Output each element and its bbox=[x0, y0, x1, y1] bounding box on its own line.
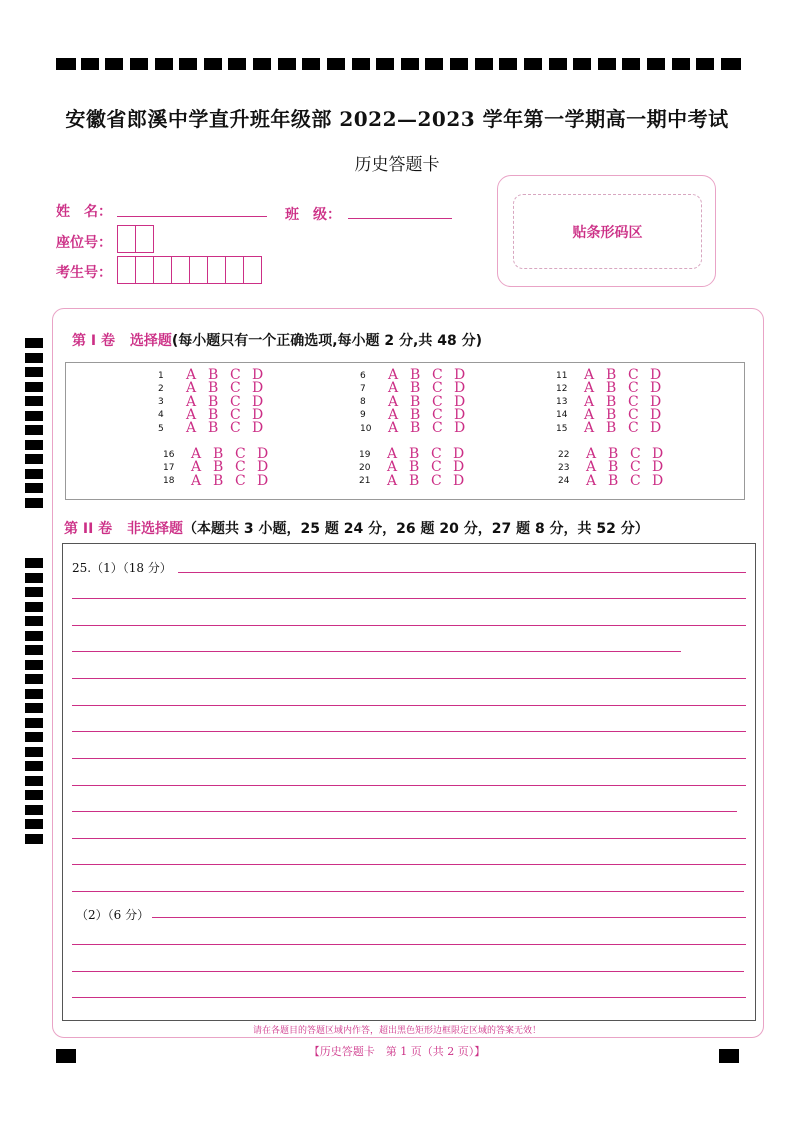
option-bubble[interactable]: C bbox=[628, 406, 639, 423]
question-number: 19 bbox=[359, 449, 371, 460]
timing-mark bbox=[155, 58, 173, 70]
option-bubble[interactable]: A bbox=[387, 446, 398, 462]
option-bubble[interactable]: C bbox=[431, 446, 442, 462]
answer-line[interactable] bbox=[178, 572, 746, 573]
option-bubble[interactable]: A bbox=[388, 393, 399, 410]
question-number: 17 bbox=[163, 462, 175, 473]
timing-mark bbox=[25, 834, 43, 844]
answer-line[interactable] bbox=[152, 917, 746, 918]
option-bubble[interactable]: B bbox=[409, 459, 420, 476]
timing-mark bbox=[450, 58, 468, 70]
option-bubble[interactable]: A bbox=[387, 459, 398, 476]
option-bubble[interactable]: B bbox=[606, 406, 617, 423]
option-bubble[interactable]: A bbox=[186, 367, 197, 383]
option-bubble[interactable]: C bbox=[628, 393, 639, 410]
option-bubble[interactable]: B bbox=[608, 446, 619, 462]
timing-mark bbox=[204, 58, 222, 70]
exam-number-boxes[interactable] bbox=[118, 256, 262, 284]
bottom-right-mark bbox=[719, 1049, 739, 1063]
option-bubble[interactable]: A bbox=[191, 459, 202, 476]
timing-mark bbox=[25, 718, 43, 728]
option-bubble[interactable]: D bbox=[257, 446, 269, 462]
section1-desc: (每小题只有一个正确选项,每小题 2 分,共 48 分) bbox=[171, 333, 482, 349]
question-number: 24 bbox=[558, 476, 570, 487]
question-number: 9 bbox=[360, 410, 366, 421]
option-bubble[interactable]: B bbox=[410, 406, 421, 423]
answer-line[interactable] bbox=[72, 997, 746, 998]
answer-sheet-title: 历史答题卡 bbox=[354, 155, 440, 175]
option-bubble[interactable]: D bbox=[257, 459, 269, 476]
option-bubble[interactable]: B bbox=[213, 472, 224, 489]
option-bubble[interactable]: C bbox=[230, 380, 241, 397]
timing-mark bbox=[352, 58, 370, 70]
option-bubble[interactable]: C bbox=[432, 406, 443, 423]
question-row bbox=[158, 422, 274, 435]
timing-mark bbox=[253, 58, 271, 70]
option-bubble[interactable]: D bbox=[650, 367, 662, 383]
option-bubble[interactable]: A bbox=[584, 393, 595, 410]
timing-mark bbox=[25, 805, 43, 815]
timing-mark bbox=[25, 747, 43, 757]
option-bubble[interactable]: A bbox=[586, 459, 597, 476]
option-bubble[interactable]: D bbox=[454, 406, 466, 423]
answer-line[interactable] bbox=[72, 785, 746, 786]
timing-mark bbox=[25, 396, 43, 406]
answer-line[interactable] bbox=[72, 838, 746, 839]
question-number: 10 bbox=[360, 423, 372, 434]
question-row bbox=[556, 422, 672, 435]
answer-line[interactable] bbox=[72, 971, 744, 972]
barcode-sticker-zone bbox=[513, 194, 702, 269]
question-number: 5 bbox=[158, 423, 164, 434]
option-bubble[interactable]: A bbox=[584, 367, 595, 383]
option-bubble[interactable]: D bbox=[252, 393, 264, 410]
timing-mark bbox=[25, 367, 43, 377]
answer-line[interactable] bbox=[72, 705, 746, 706]
timing-mark bbox=[721, 58, 741, 70]
option-bubble[interactable]: A bbox=[388, 420, 399, 437]
timing-mark bbox=[25, 674, 43, 684]
timing-mark bbox=[25, 732, 43, 742]
question-number: 7 bbox=[360, 383, 366, 394]
option-bubble[interactable]: C bbox=[235, 446, 246, 462]
timing-mark bbox=[25, 616, 43, 626]
option-bubble[interactable]: D bbox=[453, 446, 465, 462]
option-bubble[interactable]: C bbox=[630, 446, 641, 462]
timing-mark bbox=[425, 58, 443, 70]
answer-line[interactable] bbox=[72, 598, 746, 599]
option-bubble[interactable]: D bbox=[252, 420, 264, 437]
page-footer: 【历史答题卡 第 1 页（共 2 页）】 bbox=[308, 1045, 486, 1058]
timing-mark bbox=[524, 58, 542, 70]
answer-line[interactable] bbox=[72, 651, 681, 652]
timing-mark bbox=[81, 58, 99, 70]
timing-mark bbox=[25, 469, 43, 479]
option-bubble[interactable]: C bbox=[432, 367, 443, 383]
timing-mark bbox=[25, 776, 43, 786]
answer-line[interactable] bbox=[72, 731, 746, 732]
question-number: 18 bbox=[163, 476, 175, 487]
name-label: 姓 名： bbox=[56, 204, 112, 220]
timing-mark bbox=[376, 58, 394, 70]
name-field[interactable] bbox=[117, 216, 267, 217]
option-bubble[interactable]: A bbox=[584, 380, 595, 397]
timing-mark bbox=[549, 58, 567, 70]
timing-mark bbox=[25, 819, 43, 829]
section2-name: 非选择题 bbox=[127, 521, 184, 537]
option-bubble[interactable]: D bbox=[252, 406, 264, 423]
option-bubble[interactable]: B bbox=[608, 472, 619, 489]
timing-mark bbox=[647, 58, 665, 70]
option-bubble[interactable]: D bbox=[453, 472, 465, 489]
timing-mark bbox=[499, 58, 517, 70]
option-bubble[interactable]: B bbox=[409, 472, 420, 489]
option-bubble[interactable]: A bbox=[586, 446, 597, 462]
answer-box-q25[interactable] bbox=[62, 543, 756, 1021]
question-number: 6 bbox=[360, 370, 366, 381]
barcode-label: 贴条形码区 bbox=[572, 224, 643, 241]
section1-header bbox=[72, 330, 482, 350]
option-bubble[interactable]: A bbox=[191, 472, 202, 489]
option-bubble[interactable]: B bbox=[208, 380, 219, 397]
timing-mark bbox=[25, 353, 43, 363]
answer-line[interactable] bbox=[72, 758, 746, 759]
option-bubble[interactable]: C bbox=[630, 459, 641, 476]
section2-desc: （本题共 3 小题，25 题 24 分，26 题 20 分，27 题 8 分，共 52 分） bbox=[183, 521, 649, 537]
option-bubble[interactable]: A bbox=[586, 472, 597, 489]
option-bubble[interactable]: B bbox=[208, 367, 219, 383]
question-number: 14 bbox=[556, 410, 568, 421]
timing-mark bbox=[179, 58, 197, 70]
option-bubble[interactable]: A bbox=[186, 406, 197, 423]
option-bubble[interactable]: B bbox=[213, 459, 224, 476]
question-number: 13 bbox=[556, 397, 568, 408]
timing-mark bbox=[25, 338, 43, 348]
q25-part1-label: 25.（1）（18 分） bbox=[72, 561, 172, 575]
timing-mark bbox=[25, 631, 43, 641]
timing-mark bbox=[302, 58, 320, 70]
option-bubble[interactable]: D bbox=[454, 367, 466, 383]
answer-line[interactable] bbox=[72, 678, 746, 679]
option-bubble[interactable]: D bbox=[650, 420, 662, 437]
option-bubble[interactable]: D bbox=[650, 380, 662, 397]
class-label: 班 级： bbox=[285, 207, 341, 223]
option-bubble[interactable]: D bbox=[454, 380, 466, 397]
option-bubble[interactable]: B bbox=[208, 393, 219, 410]
option-bubble[interactable]: D bbox=[650, 406, 662, 423]
timing-mark bbox=[56, 58, 76, 70]
question-row bbox=[360, 422, 476, 435]
option-bubble[interactable]: A bbox=[186, 420, 197, 437]
timing-mark bbox=[25, 454, 43, 464]
option-bubble[interactable]: D bbox=[652, 446, 664, 462]
option-bubble[interactable]: C bbox=[431, 459, 442, 476]
timing-mark bbox=[25, 425, 43, 435]
option-bubble[interactable]: C bbox=[230, 406, 241, 423]
option-bubble[interactable]: D bbox=[650, 393, 662, 410]
option-bubble[interactable]: D bbox=[453, 459, 465, 476]
timing-mark bbox=[25, 761, 43, 771]
option-bubble[interactable]: B bbox=[606, 420, 617, 437]
option-bubble[interactable]: D bbox=[454, 393, 466, 410]
option-bubble[interactable]: D bbox=[257, 472, 269, 489]
timing-mark bbox=[598, 58, 616, 70]
timing-mark bbox=[25, 587, 43, 597]
option-bubble[interactable]: A bbox=[584, 406, 595, 423]
class-field[interactable] bbox=[348, 218, 452, 219]
timing-mark bbox=[25, 790, 43, 800]
timing-mark bbox=[25, 703, 43, 713]
timing-mark bbox=[25, 602, 43, 612]
question-number: 4 bbox=[158, 410, 164, 421]
answer-line[interactable] bbox=[72, 625, 746, 626]
question-number: 20 bbox=[359, 462, 371, 473]
answer-line[interactable] bbox=[72, 864, 746, 865]
option-bubble[interactable]: C bbox=[235, 472, 246, 489]
question-number: 2 bbox=[158, 383, 164, 394]
option-bubble[interactable]: C bbox=[230, 393, 241, 410]
timing-mark bbox=[105, 58, 123, 70]
answer-line[interactable] bbox=[72, 811, 737, 812]
question-row bbox=[359, 472, 475, 489]
option-bubble[interactable]: B bbox=[409, 446, 420, 462]
option-bubble[interactable]: C bbox=[628, 380, 639, 397]
option-bubble[interactable]: C bbox=[230, 420, 241, 437]
option-bubble[interactable]: B bbox=[410, 367, 421, 383]
question-number: 1 bbox=[158, 370, 164, 381]
option-bubble[interactable]: B bbox=[606, 367, 617, 383]
option-bubble[interactable]: C bbox=[628, 367, 639, 383]
question-number: 3 bbox=[158, 397, 164, 408]
timing-mark bbox=[278, 58, 296, 70]
option-bubble[interactable]: B bbox=[208, 420, 219, 437]
section1-name: 选择题 bbox=[129, 333, 172, 349]
option-bubble[interactable]: A bbox=[186, 380, 197, 397]
section2-header bbox=[64, 518, 649, 538]
option-bubble[interactable]: C bbox=[628, 420, 639, 437]
option-bubble[interactable]: C bbox=[432, 393, 443, 410]
timing-mark bbox=[475, 58, 493, 70]
option-bubble[interactable]: D bbox=[252, 367, 264, 383]
question-row bbox=[163, 472, 279, 489]
option-bubble[interactable]: A bbox=[186, 393, 197, 410]
question-number: 16 bbox=[163, 449, 175, 460]
exam-number-label: 考生号： bbox=[56, 265, 112, 281]
timing-mark bbox=[25, 411, 43, 421]
option-bubble[interactable]: B bbox=[410, 380, 421, 397]
option-bubble[interactable]: D bbox=[652, 472, 664, 489]
question-number: 21 bbox=[359, 476, 371, 487]
question-number: 23 bbox=[558, 462, 570, 473]
option-bubble[interactable]: C bbox=[432, 380, 443, 397]
timing-mark bbox=[25, 573, 43, 583]
option-bubble[interactable]: A bbox=[388, 367, 399, 383]
timing-mark bbox=[25, 498, 43, 508]
section1-number: 第 I 卷 bbox=[72, 333, 115, 349]
option-bubble[interactable]: A bbox=[191, 446, 202, 462]
option-bubble[interactable]: A bbox=[388, 380, 399, 397]
timing-mark bbox=[25, 440, 43, 450]
timing-mark bbox=[696, 58, 714, 70]
q25-part2-label: （2）（6 分） bbox=[76, 908, 150, 922]
bottom-left-mark bbox=[56, 1049, 76, 1063]
timing-mark bbox=[228, 58, 246, 70]
question-number: 22 bbox=[558, 449, 570, 460]
question-number: 8 bbox=[360, 397, 366, 408]
option-bubble[interactable]: D bbox=[252, 380, 264, 397]
timing-mark bbox=[622, 58, 640, 70]
answer-line[interactable] bbox=[72, 944, 746, 945]
option-bubble[interactable]: B bbox=[213, 446, 224, 462]
timing-mark bbox=[573, 58, 591, 70]
option-bubble[interactable]: A bbox=[584, 420, 595, 437]
question-number: 15 bbox=[556, 423, 568, 434]
timing-mark bbox=[25, 645, 43, 655]
option-bubble[interactable]: A bbox=[388, 406, 399, 423]
question-row bbox=[558, 472, 674, 489]
option-bubble[interactable]: B bbox=[208, 406, 219, 423]
seat-label: 座位号： bbox=[56, 235, 112, 251]
option-bubble[interactable]: A bbox=[387, 472, 398, 489]
notice-text: 请在各题目的答题区域内作答，超出黑色矩形边框限定区域的答案无效！ bbox=[252, 1026, 541, 1036]
exam-title: 安徽省郎溪中学直升班年级部 2022—2023 学年第一学期高一期中考试 bbox=[65, 107, 729, 131]
question-number: 11 bbox=[556, 370, 568, 381]
option-bubble[interactable]: C bbox=[432, 420, 443, 437]
timing-mark bbox=[327, 58, 345, 70]
section2-number: 第 II 卷 bbox=[64, 521, 113, 537]
option-bubble[interactable]: B bbox=[410, 393, 421, 410]
timing-mark bbox=[25, 382, 43, 392]
option-bubble[interactable]: C bbox=[230, 367, 241, 383]
timing-mark bbox=[25, 558, 43, 568]
timing-mark bbox=[25, 483, 43, 493]
question-number: 12 bbox=[556, 383, 568, 394]
option-bubble[interactable]: B bbox=[410, 420, 421, 437]
option-bubble[interactable]: C bbox=[235, 459, 246, 476]
timing-mark bbox=[25, 689, 43, 699]
option-bubble[interactable]: D bbox=[652, 459, 664, 476]
timing-mark bbox=[672, 58, 690, 70]
option-bubble[interactable]: B bbox=[608, 459, 619, 476]
option-bubble[interactable]: C bbox=[630, 472, 641, 489]
seat-number-boxes[interactable] bbox=[118, 225, 154, 253]
option-bubble[interactable]: C bbox=[431, 472, 442, 489]
option-bubble[interactable]: B bbox=[606, 393, 617, 410]
option-bubble[interactable]: D bbox=[454, 420, 466, 437]
timing-mark bbox=[401, 58, 419, 70]
option-bubble[interactable]: B bbox=[606, 380, 617, 397]
timing-mark bbox=[130, 58, 148, 70]
answer-line[interactable] bbox=[72, 891, 744, 892]
timing-mark bbox=[25, 660, 43, 670]
